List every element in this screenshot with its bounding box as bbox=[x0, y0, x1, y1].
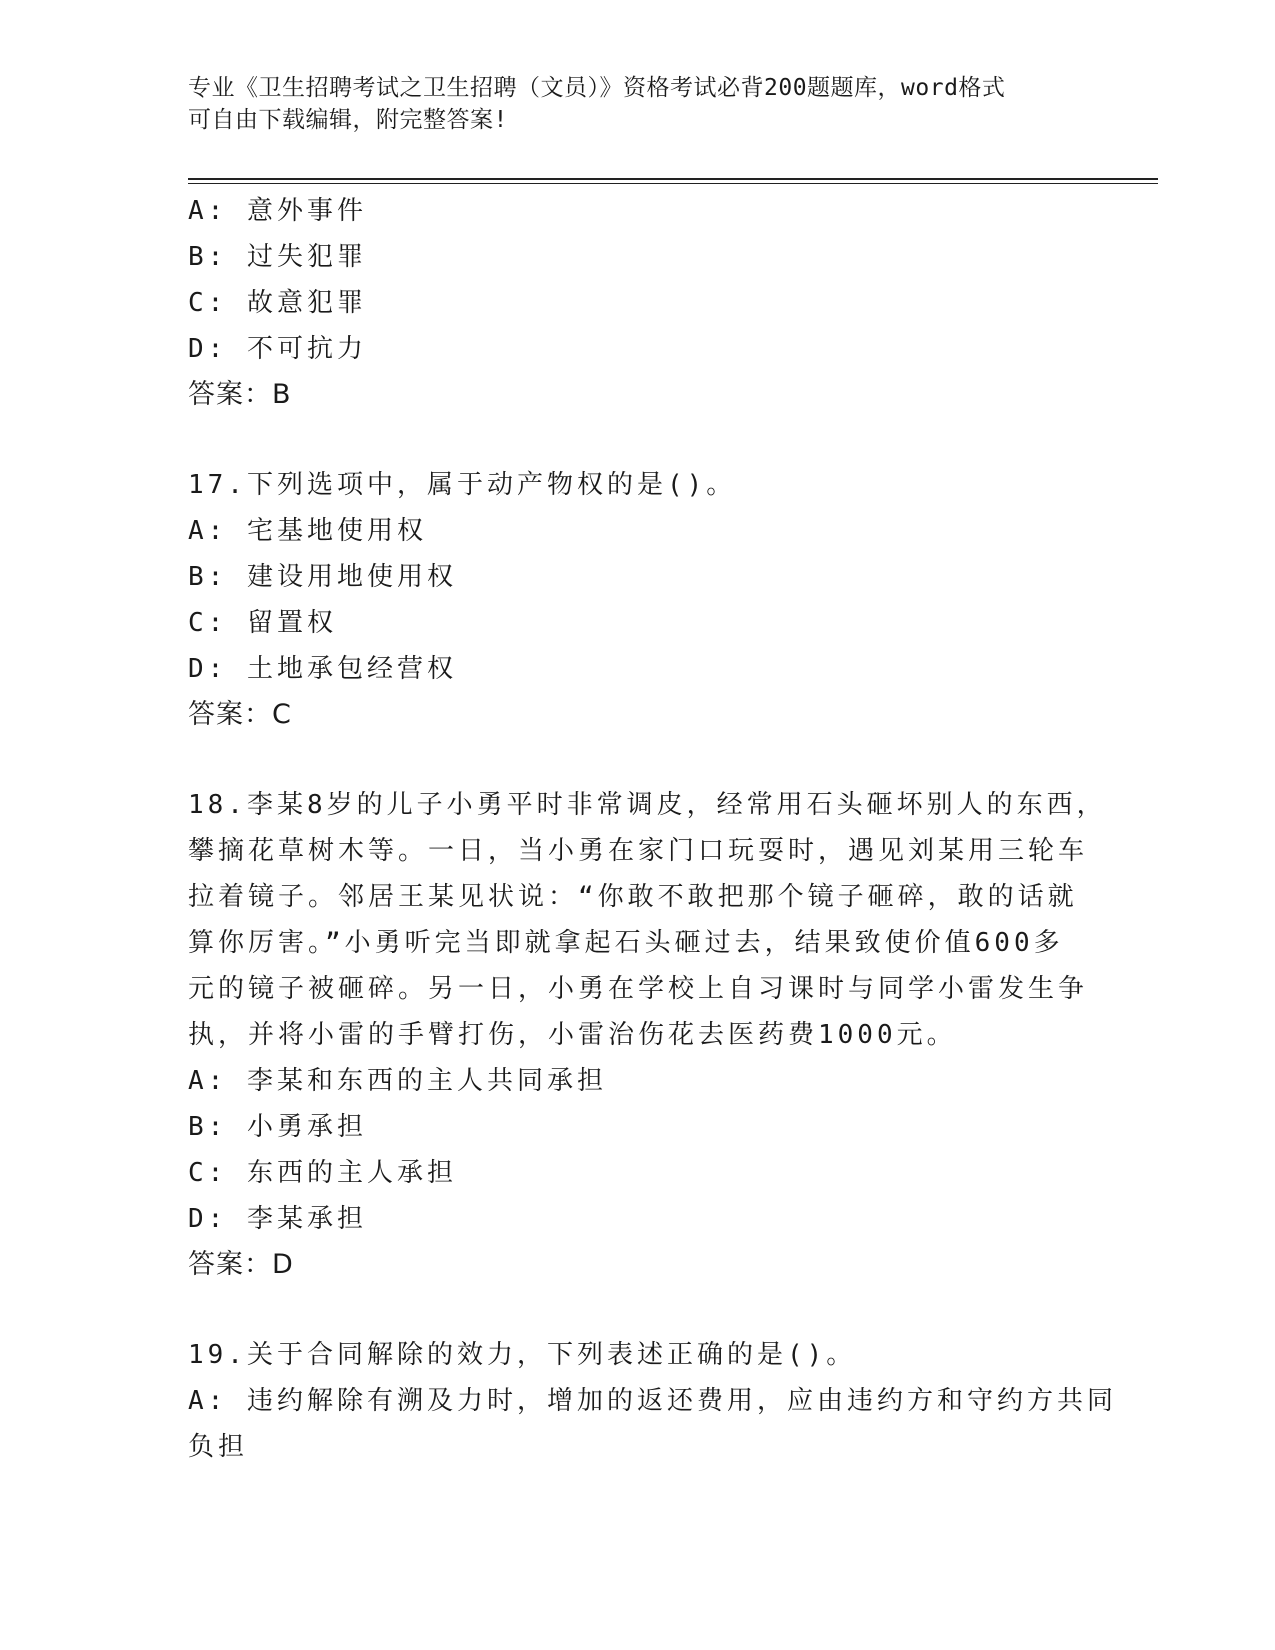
option-b: B: 建设用地使用权 bbox=[188, 562, 457, 592]
answer: 答案：D bbox=[188, 1249, 294, 1280]
option-a-line: 负担 bbox=[188, 1432, 249, 1462]
option-c: C: 东西的主人承担 bbox=[188, 1158, 457, 1188]
option-a: A: 宅基地使用权 bbox=[188, 516, 427, 546]
question-18 bbox=[188, 782, 1107, 1288]
answer: 答案：C bbox=[188, 699, 292, 730]
option-a: A: 李某和东西的主人共同承担 bbox=[188, 1066, 607, 1096]
question-text-line: 元的镜子被砸碎。另一日，小勇在学校上自习课时与同学小雷发生争 bbox=[188, 974, 1089, 1004]
option-b: B: 过失犯罪 bbox=[188, 242, 367, 272]
question-text: 19.关于合同解除的效力，下列表述正确的是()。 bbox=[188, 1340, 857, 1370]
option-d: D: 不可抗力 bbox=[188, 334, 367, 364]
option-d: D: 李某承担 bbox=[188, 1204, 367, 1234]
answer: 答案：B bbox=[188, 379, 292, 410]
question-text-line: 执，并将小雷的手臂打伤，小雷治伤花去医药费1000元。 bbox=[188, 1020, 957, 1050]
option-d: D: 土地承包经营权 bbox=[188, 654, 457, 684]
header-divider-thin bbox=[188, 183, 1158, 184]
question-text: 17.下列选项中，属于动产物权的是()。 bbox=[188, 470, 737, 500]
question-17 bbox=[188, 462, 1088, 738]
question-19 bbox=[188, 1332, 1117, 1470]
option-b: B: 小勇承担 bbox=[188, 1112, 367, 1142]
question-text-line: 拉着镜子。邻居王某见状说：“你敢不敢把那个镜子砸碎，敢的话就 bbox=[188, 882, 1078, 912]
option-c: C: 故意犯罪 bbox=[188, 288, 367, 318]
question-16 bbox=[188, 188, 1088, 418]
question-text-line: 算你厉害。”小勇听完当即就拿起石头砸过去，结果致使价值600多 bbox=[188, 928, 1064, 958]
question-text-line: 18.李某8岁的儿子小勇平时非常调皮，经常用石头砸坏别人的东西， bbox=[188, 790, 1107, 820]
header-divider-thick bbox=[188, 178, 1158, 180]
header-line-1: 专业《卫生招聘考试之卫生招聘（文员）》资格考试必背200题题库，word格式 bbox=[188, 75, 1006, 101]
option-a: A: 意外事件 bbox=[188, 196, 367, 226]
option-a-line: A: 违约解除有溯及力时，增加的返还费用，应由违约方和守约方共同 bbox=[188, 1386, 1117, 1416]
question-text-line: 攀摘花草树木等。一日，当小勇在家门口玩耍时，遇见刘某用三轮车 bbox=[188, 836, 1089, 866]
option-c: C: 留置权 bbox=[188, 608, 337, 638]
header-line-2: 可自由下载编辑，附完整答案! bbox=[188, 107, 508, 133]
document-body bbox=[188, 188, 1117, 1470]
document-header bbox=[188, 72, 1068, 136]
